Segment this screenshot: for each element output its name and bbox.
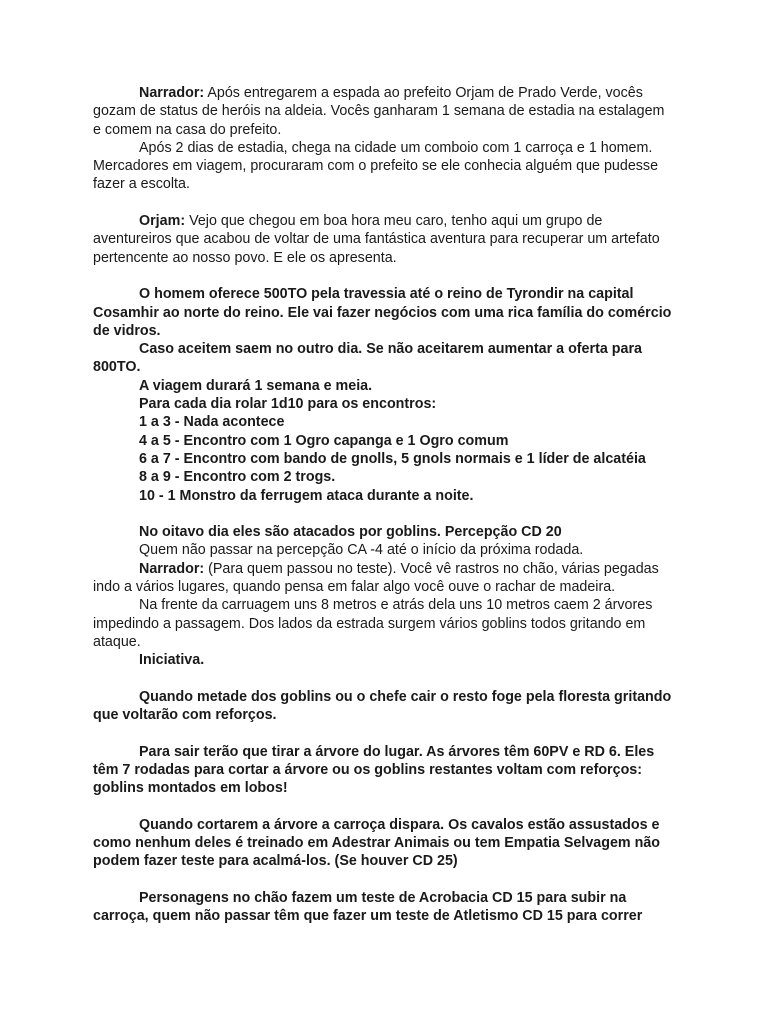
paragraph-narrator-tracks	[93, 560, 673, 597]
paragraph-initiative: Iniciativa.	[139, 652, 205, 669]
paragraph-convoy: Após 2 dias de estadia, chega na cidade um comboio com 1 carroça e 1 homem. Mercadores em viagem, procuraram com o prefeito se ele conhecia alguém que pudesse fazer a escolta.	[93, 139, 659, 193]
paragraph-accept: Caso aceitem saem no outro dia. Se não aceitarem aumentar a oferta para 800TO.	[93, 341, 642, 376]
paragraph-orjam	[93, 212, 673, 267]
encounter-item: 6 a 7 - Encontro com bando de gnolls, 5 gnols normais e 1 líder de alcatéia	[139, 450, 646, 467]
spacer	[93, 798, 673, 816]
paragraph-duration: A viagem durará 1 semana e meia.	[139, 377, 373, 394]
speaker-label: Narrador:	[139, 560, 205, 577]
paragraph-text: (Para quem passou no teste). Você vê rastros no chão, várias pegadas indo a vários lugares, quando pensa em falar algo você ouve o rachar de madeira.	[93, 560, 659, 596]
speaker-label: Narrador:	[139, 85, 205, 101]
spacer	[93, 670, 673, 688]
paragraph-text: Vejo que chegou em boa hora meu caro, tenho aqui um grupo de aventureiros que acabou de voltar de uma fantástica aventura para recuperar um artefato pertencente ao nosso povo. E ele os apresenta.	[93, 213, 660, 266]
paragraph-trees: Na frente da carruagem uns 8 metros e atrás dela uns 10 metros caem 2 árvores impedindo a passagem. Dos lados da estrada surgem vários goblins todos gritando em ataque.	[93, 597, 653, 650]
document-page	[93, 84, 673, 926]
paragraph-retreat: Quando metade dos goblins ou o chefe cair o resto foge pela floresta gritando que voltarão com reforços.	[93, 688, 672, 724]
spacer	[93, 871, 673, 889]
paragraph-cart-escape: Quando cortarem a árvore a carroça dispara. Os cavalos estão assustados e como nenhum deles é treinado em Adestrar Animais ou tem Empatia Selvagem não podem fazer teste para acalmá-los. (Se houver CD 25)	[93, 816, 661, 870]
encounter-item: 10 - 1 Monstro da ferrugem ataca durante a noite.	[139, 487, 474, 504]
encounter-item: 4 a 5 - Encontro com 1 Ogro capanga e 1 Ogro comum	[139, 432, 509, 449]
spacer	[93, 194, 673, 212]
paragraph-tree-removal: Para sair terão que tirar a árvore do lugar. As árvores têm 60PV e RD 6. Eles têm 7 rodadas para cortar a árvore ou os goblins restantes voltam com reforços: goblins montados em lobos!	[93, 743, 655, 797]
paragraph-narrator-intro	[93, 84, 673, 139]
spacer	[93, 505, 673, 523]
paragraph-offer: O homem oferece 500TO pela travessia até o reino de Tyrondir na capital Cosamhir ao norte do reino. Ele vai fazer negócios com uma rica família do comércio de vidros.	[93, 286, 672, 339]
paragraph-perception: Quem não passar na percepção CA -4 até o início da próxima rodada.	[139, 542, 584, 559]
speaker-label: Orjam:	[139, 213, 186, 230]
encounter-item: 8 a 9 - Encontro com 2 trogs.	[139, 469, 336, 486]
paragraph-goblin-attack: No oitavo dia eles são atacados por goblins. Percepção CD 20	[139, 524, 562, 541]
spacer	[93, 724, 673, 742]
encounter-item: 1 a 3 - Nada acontece	[139, 414, 285, 431]
paragraph-roll: Para cada dia rolar 1d10 para os encontros:	[139, 396, 437, 413]
spacer	[93, 267, 673, 285]
paragraph-acrobatics: Personagens no chão fazem um teste de Acrobacia CD 15 para subir na carroça, quem não passar têm que fazer um teste de Atletismo CD 15 para correr	[93, 890, 643, 925]
paragraph-text: Após entregarem a espada ao prefeito Orjam de Prado Verde, vocês gozam de status de heróis na aldeia. Vocês ganharam 1 semana de estadia na estalagem e comem na casa do prefeito.	[93, 85, 665, 138]
